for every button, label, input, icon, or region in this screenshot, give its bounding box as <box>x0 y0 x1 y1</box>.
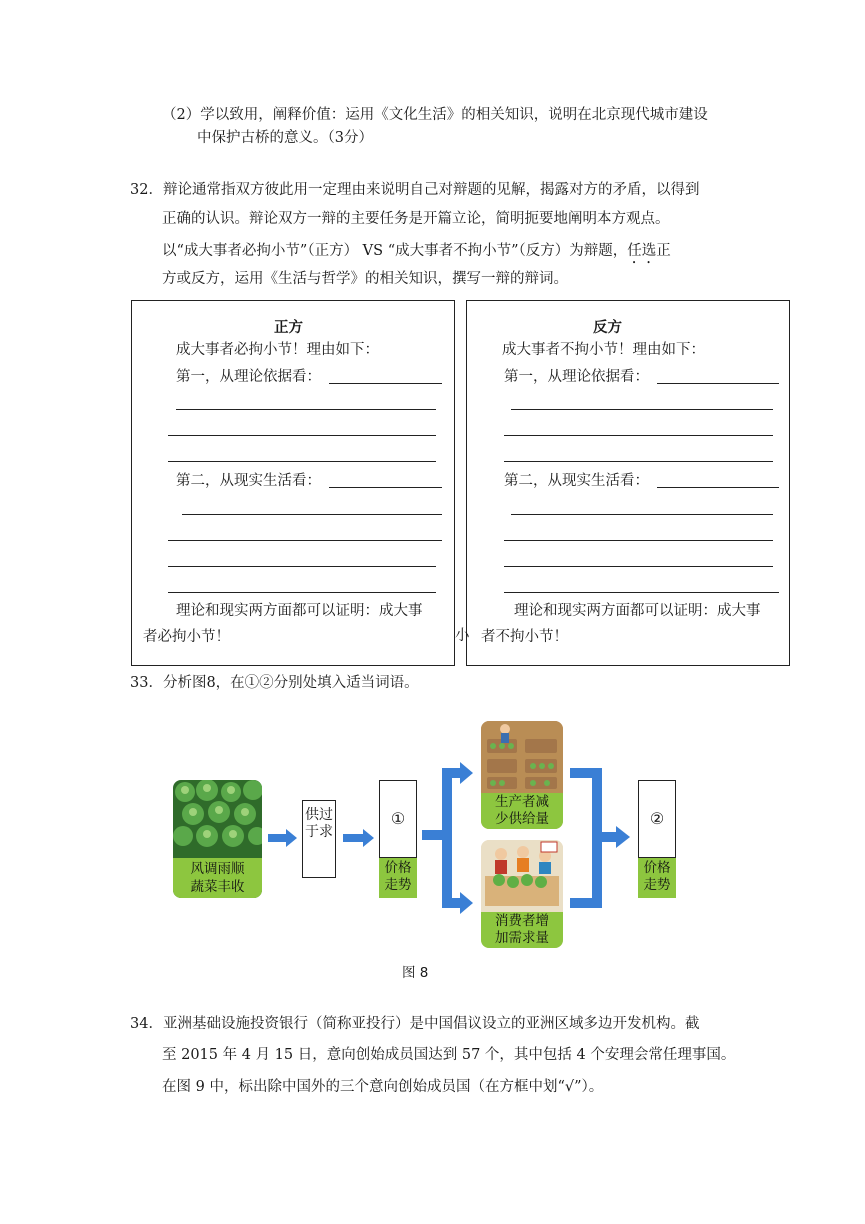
con-second-line-2[interactable] <box>511 514 773 515</box>
pro-second-blank[interactable] <box>329 487 442 488</box>
q34-line1: 34．亚洲基础设施投资银行（简称亚投行）是中国倡议设立的亚洲区域多边开发机构。截 <box>130 1016 700 1032</box>
con-second-line-3[interactable] <box>504 540 773 541</box>
harvest-label-2: 蔬菜丰收 <box>190 879 245 895</box>
merge-bracket-arrow-icon <box>570 760 632 916</box>
con-conclusion-1: 理论和现实两方面都可以证明：成大事 <box>514 603 761 619</box>
stray-char: 小 <box>455 628 470 644</box>
con-conclusion-2: 者不拘小节！ <box>481 629 568 645</box>
con-first-line-2[interactable] <box>511 409 773 410</box>
con-intro: 成大事者不拘小节！理由如下： <box>502 342 705 358</box>
split-bracket-arrows-icon <box>422 760 474 916</box>
arrow-right-icon <box>343 828 375 848</box>
pro-second-line-3[interactable] <box>168 540 442 541</box>
producer-label-1: 生产者减 <box>495 794 549 810</box>
consumer-label-2: 加需求量 <box>495 930 549 946</box>
price-trend-box-1 <box>379 780 417 896</box>
pro-first-line-3[interactable] <box>168 435 436 436</box>
q32-line3: 以“成大事者必拘小节”（正方） VS “成大事者不拘小节”（反方）为辩题，任选正 <box>162 243 671 259</box>
q31-part2-line1: （2）学以致用，阐释价值：运用《文化生活》的相关知识，说明在北京现代城市建设 <box>162 107 708 123</box>
q32-line2: 正确的认识。辩论双方一辩的主要任务是开篇立论，简明扼要地阐明本方观点。 <box>162 211 670 227</box>
pro-conclusion-2: 者必拘小节！ <box>143 629 230 645</box>
pro-heading: 正方 <box>274 320 303 336</box>
pro-intro: 成大事者必拘小节！理由如下： <box>176 342 379 358</box>
pro-second-line-5[interactable] <box>168 592 436 593</box>
q31-part2-line2: 中保护古桥的意义。（3分） <box>197 130 373 146</box>
blank-1[interactable]: ① <box>379 780 417 858</box>
con-first-line-3[interactable] <box>504 435 773 436</box>
producer-label-2: 少供给量 <box>495 811 549 827</box>
price2-label-2: 走势 <box>643 877 671 893</box>
q32-line1: 32．辩论通常指双方彼此用一定理由来说明自己对辩题的见解，揭露对方的矛盾，以得到 <box>130 182 700 198</box>
q33-prompt: 33．分析图8，在①②分别处填入适当词语。 <box>130 675 419 691</box>
harvest-label-1: 风调雨顺 <box>190 861 245 877</box>
con-first-line-4[interactable] <box>504 461 773 462</box>
pro-second-line-2[interactable] <box>182 514 442 515</box>
con-second-blank[interactable] <box>657 487 779 488</box>
con-answer-box <box>466 300 790 666</box>
pro-first-blank[interactable] <box>329 383 442 384</box>
producer-farm-illustration <box>481 721 563 829</box>
figure-caption: 图 8 <box>402 965 429 981</box>
pro-first-line-2[interactable] <box>176 409 436 410</box>
con-heading: 反方 <box>593 320 622 336</box>
vegetable-harvest-photo <box>173 780 262 898</box>
con-second-line-5[interactable] <box>504 592 779 593</box>
pro-conclusion-1: 理论和现实两方面都可以证明：成大事 <box>176 603 423 619</box>
arrow-right-icon <box>268 828 298 848</box>
q34-line2: 至 2015 年 4 月 15 日，意向创始成员国达到 57 个，其中包括 4 个安理会常任理事国。 <box>162 1047 736 1063</box>
pro-first-line-4[interactable] <box>168 461 436 462</box>
blank-2[interactable]: ② <box>638 780 676 858</box>
q32-line4: 方或反方，运用《生活与哲学》的相关知识，撰写一辩的辩词。 <box>162 271 568 287</box>
price-trend-box-2 <box>638 780 676 896</box>
supply-exceeds-demand-box: 供过于求 <box>302 800 336 878</box>
price-label-2: 走势 <box>384 877 412 893</box>
pro-second-line-4[interactable] <box>168 566 436 567</box>
pro-second-label: 第二，从现实生活看： <box>176 473 321 489</box>
price2-label-1: 价格 <box>643 860 671 876</box>
con-second-line-4[interactable] <box>504 566 773 567</box>
con-first-blank[interactable] <box>657 383 779 384</box>
con-second-label: 第二，从现实生活看： <box>504 473 649 489</box>
con-first-label: 第一，从理论依据看： <box>504 369 649 385</box>
consumer-market-illustration <box>481 840 563 948</box>
pro-answer-box <box>131 300 455 666</box>
pro-first-label: 第一，从理论依据看： <box>176 369 321 385</box>
consumer-label-1: 消费者增 <box>495 913 549 929</box>
price-label-1: 价格 <box>384 860 412 876</box>
q34-line3: 在图 9 中，标出除中国外的三个意向创始成员国（在方框中划“√”）。 <box>162 1079 604 1095</box>
